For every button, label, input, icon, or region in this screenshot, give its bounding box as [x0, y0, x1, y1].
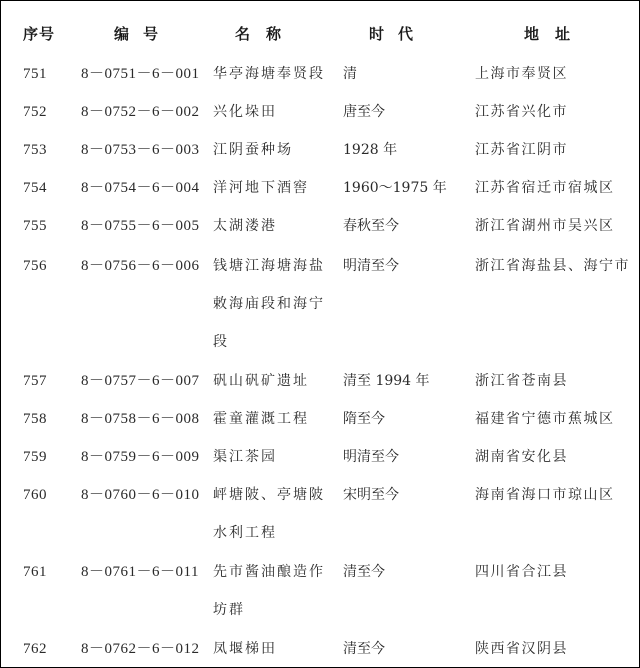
cell-seq: 760: [23, 487, 47, 503]
cell-name-line-2: 坊群: [213, 602, 245, 618]
header-code: 编号: [114, 25, 173, 43]
cell-seq: 754: [23, 180, 47, 196]
table-row-continuation: [1, 591, 640, 629]
cell-name: 霍童灌溉工程: [213, 411, 309, 427]
cell-address: 上海市奉贤区: [475, 66, 568, 82]
cell-name: 先市酱油酿造作: [213, 564, 325, 580]
cell-code: 8－0762－6－012: [81, 641, 200, 657]
cell-seq: 759: [23, 449, 47, 465]
cell-era: 1928 年: [343, 142, 398, 158]
cell-seq: 755: [23, 218, 47, 234]
cell-address: 浙江省湖州市吴兴区: [475, 218, 615, 234]
table-row: [1, 207, 640, 245]
table-row: [1, 476, 640, 514]
table-row-continuation: [1, 514, 640, 552]
cell-era: 清至今: [343, 564, 385, 580]
cell-name: 凤堰梯田: [213, 641, 277, 657]
cell-code: 8－0751－6－001: [81, 66, 200, 82]
cell-seq: 756: [23, 258, 47, 274]
cell-address: 陕西省汉阴县: [475, 641, 568, 657]
cell-name-line-2: 水利工程: [213, 525, 277, 541]
cell-name: 太湖溇港: [213, 218, 277, 234]
cell-code: 8－0756－6－006: [81, 258, 200, 274]
cell-name: 岼塘陂、亭塘陂: [213, 487, 325, 503]
cell-address: 浙江省苍南县: [475, 373, 568, 389]
table-header: [1, 15, 640, 53]
cell-era: 明清至今: [343, 258, 399, 274]
cell-name: 洋河地下酒窖: [213, 180, 309, 196]
cell-code: 8－0755－6－005: [81, 218, 200, 234]
cell-era: 1960～1975 年: [343, 180, 447, 196]
table-row-continuation: [1, 285, 640, 323]
cell-era: 明清至今: [343, 449, 399, 465]
cell-code: 8－0759－6－009: [81, 449, 200, 465]
table-row: [1, 131, 640, 169]
cell-era: 清至今: [343, 641, 385, 657]
cell-code: 8－0761－6－011: [81, 564, 199, 580]
cell-era: 春秋至今: [343, 218, 399, 234]
cell-address: 浙江省海盐县、海宁市: [475, 258, 630, 274]
table-row: [1, 362, 640, 400]
cell-seq: 751: [23, 66, 47, 82]
cell-address: 海南省海口市琼山区: [475, 487, 615, 503]
cell-seq: 758: [23, 411, 47, 427]
cell-code: 8－0754－6－004: [81, 180, 200, 196]
cell-seq: 762: [23, 641, 47, 657]
cell-name-line-3: 段: [213, 334, 229, 350]
cell-address: 江苏省江阴市: [475, 142, 568, 158]
table-row: [1, 553, 640, 591]
header-name: 名称: [235, 25, 298, 43]
cell-address: 湖南省安化县: [475, 449, 568, 465]
cell-name: 兴化垛田: [213, 104, 277, 120]
table-row: [1, 630, 640, 668]
cell-code: 8－0760－6－010: [81, 487, 200, 503]
cell-seq: 761: [23, 564, 47, 580]
cell-era: 清: [343, 66, 357, 82]
cell-address: 江苏省宿迁市宿城区: [475, 180, 615, 196]
table-row: [1, 169, 640, 207]
cell-era: 唐至今: [343, 104, 385, 120]
cell-seq: 752: [23, 104, 47, 120]
cell-address: 福建省宁德市蕉城区: [475, 411, 615, 427]
cell-era: 清至 1994 年: [343, 373, 430, 389]
table-row: [1, 55, 640, 93]
cell-code: 8－0758－6－008: [81, 411, 200, 427]
table-row: [1, 438, 640, 476]
cell-code: 8－0752－6－002: [81, 104, 200, 120]
table-row: [1, 93, 640, 131]
cell-seq: 757: [23, 373, 47, 389]
cell-address: 四川省合江县: [475, 564, 568, 580]
cell-era: 宋明至今: [343, 487, 399, 503]
cell-name: 渠江茶园: [213, 449, 277, 465]
cell-seq: 753: [23, 142, 47, 158]
cell-name: 矾山矾矿遗址: [213, 373, 309, 389]
cell-address: 江苏省兴化市: [475, 104, 568, 120]
cell-name: 华亭海塘奉贤段: [213, 66, 325, 82]
cell-code: 8－0757－6－007: [81, 373, 200, 389]
table-row-continuation: [1, 323, 640, 361]
cell-era: 隋至今: [343, 411, 385, 427]
header-era: 时代: [369, 25, 428, 43]
cell-code: 8－0753－6－003: [81, 142, 200, 158]
cell-name: 钱塘江海塘海盐: [213, 258, 325, 274]
header-seq: 序号: [23, 25, 56, 43]
cell-name: 江阴蚕种场: [213, 142, 293, 158]
table-row: [1, 400, 640, 438]
cell-name-line-2: 敕海庙段和海宁: [213, 296, 325, 312]
table-row: [1, 247, 640, 285]
header-address: 地址: [524, 25, 587, 43]
